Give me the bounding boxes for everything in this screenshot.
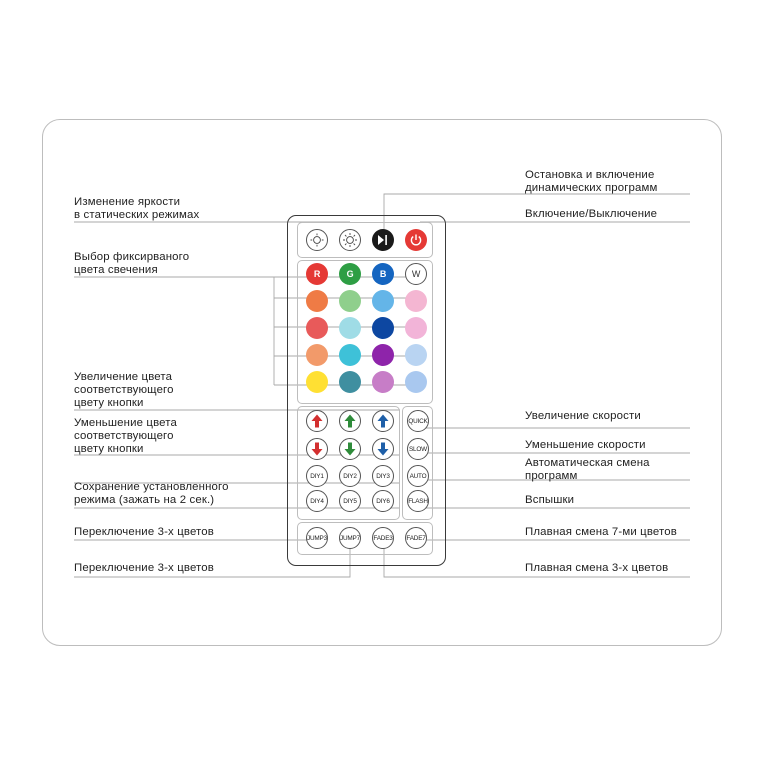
color-button-row3-4[interactable] — [405, 317, 427, 339]
diy6-button[interactable]: DIY6 — [372, 490, 394, 512]
diy3-button[interactable]: DIY3 — [372, 465, 394, 487]
color-button-row2-4[interactable] — [405, 290, 427, 312]
green-down-button[interactable] — [339, 438, 361, 460]
color-button-row4-4[interactable] — [405, 344, 427, 366]
fade7-button[interactable]: FADE7 — [405, 527, 427, 549]
sun-rays-icon — [342, 232, 358, 248]
label-flash: Вспышки — [525, 494, 575, 506]
jump7-button[interactable]: JUMP7 — [339, 527, 361, 549]
color-button-b[interactable] — [372, 263, 394, 285]
color-button-row5-2[interactable] — [339, 371, 361, 393]
label-fixed-color: Выбор фиксирваного цвета свечения — [74, 251, 190, 276]
diy5-button[interactable]: DIY5 — [339, 490, 361, 512]
diy4-button[interactable]: DIY4 — [306, 490, 328, 512]
color-button-letter: B — [379, 269, 387, 279]
color-button-row3-2[interactable] — [339, 317, 361, 339]
auto-button[interactable]: AUTO — [407, 465, 429, 487]
power-icon — [409, 233, 423, 247]
label-decrease-color: Уменьшение цвета соответствующего цвету кнопки — [74, 417, 177, 455]
color-button-w[interactable] — [405, 263, 427, 285]
green-up-button[interactable] — [339, 410, 361, 432]
flash-button[interactable]: FLASH — [407, 490, 429, 512]
label-auto: Автоматическая смена программ — [525, 457, 650, 482]
fade3-button[interactable]: FADE3 — [372, 527, 394, 549]
play-pause-button[interactable] — [372, 229, 394, 251]
label-power: Включение/Выключение — [525, 208, 658, 220]
remote-control — [287, 215, 446, 566]
arrow-down-red-icon — [311, 442, 323, 456]
label-fade7: Плавная смена 7-ми цветов — [525, 526, 677, 538]
color-button-row5-3[interactable] — [372, 371, 394, 393]
color-button-row3-3[interactable] — [372, 317, 394, 339]
jump3-button[interactable]: JUMP3 — [306, 527, 328, 549]
play-pause-icon — [376, 234, 390, 246]
brightness-down-button[interactable] — [306, 229, 328, 251]
color-button-row5-1[interactable] — [306, 371, 328, 393]
label-play-pause: Остановка и включение динамических программ — [525, 169, 658, 194]
red-down-button[interactable] — [306, 438, 328, 460]
color-button-g[interactable] — [339, 263, 361, 285]
label-speed-up: Увеличение скорости — [525, 410, 641, 422]
color-button-row4-3[interactable] — [372, 344, 394, 366]
power-button[interactable] — [405, 229, 427, 251]
quick-button[interactable]: QUICK — [407, 410, 429, 432]
arrow-down-blue-icon — [377, 442, 389, 456]
color-button-letter: W — [411, 269, 421, 279]
color-button-row2-2[interactable] — [339, 290, 361, 312]
color-button-letter: R — [313, 269, 321, 279]
diy2-button[interactable]: DIY2 — [339, 465, 361, 487]
sun-outline-icon — [309, 232, 325, 248]
label-fade3: Плавная смена 3-х цветов — [525, 562, 669, 574]
color-button-letter: G — [346, 269, 354, 279]
label-speed-down: Уменьшение скорости — [525, 439, 646, 451]
color-button-row4-1[interactable] — [306, 344, 328, 366]
arrow-up-red-icon — [311, 414, 323, 428]
label-jump7: Переключение 3-х цветов — [74, 562, 214, 574]
color-button-r[interactable] — [306, 263, 328, 285]
color-button-row2-3[interactable] — [372, 290, 394, 312]
label-save-mode: Сохранение установленного режима (зажать на 2 сек.) — [74, 481, 229, 506]
arrow-down-green-icon — [344, 442, 356, 456]
blue-up-button[interactable] — [372, 410, 394, 432]
color-button-row5-4[interactable] — [405, 371, 427, 393]
brightness-up-button[interactable] — [339, 229, 361, 251]
label-brightness: Изменение яркости в статических режимах — [74, 196, 200, 221]
label-jump3: Переключение 3-х цветов — [74, 526, 214, 538]
color-button-row3-1[interactable] — [306, 317, 328, 339]
arrow-up-blue-icon — [377, 414, 389, 428]
slow-button[interactable]: SLOW — [407, 438, 429, 460]
color-button-row2-1[interactable] — [306, 290, 328, 312]
label-increase-color: Увеличение цвета соответствующего цвету кнопки — [74, 371, 174, 409]
diy1-button[interactable]: DIY1 — [306, 465, 328, 487]
arrow-up-green-icon — [344, 414, 356, 428]
color-button-row4-2[interactable] — [339, 344, 361, 366]
blue-down-button[interactable] — [372, 438, 394, 460]
red-up-button[interactable] — [306, 410, 328, 432]
